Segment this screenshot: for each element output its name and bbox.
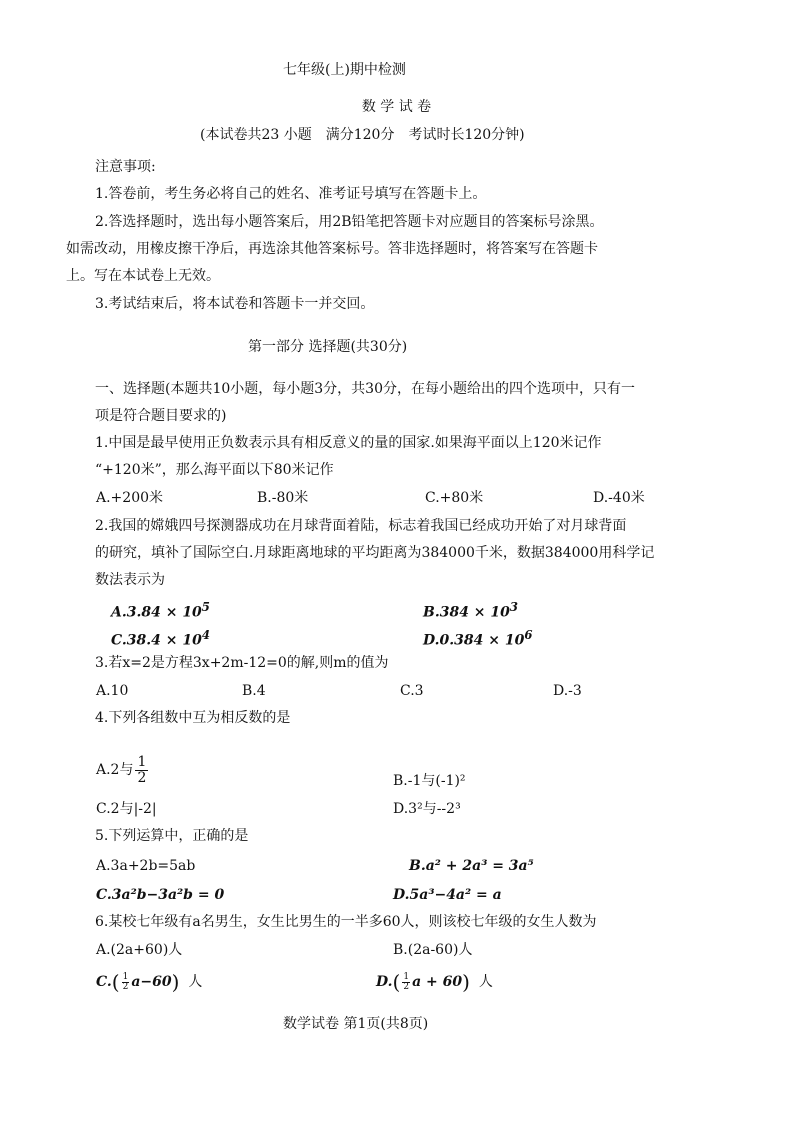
q6-option-c: C.( $\frac{1}{2}$ a−60) 人 (96, 970, 203, 994)
note-item-3: 3.考试结束后，将本试卷和答题卡一并交回。 (95, 296, 375, 312)
q6-option-a: A.(2a+60)人 (96, 942, 183, 958)
page-footer: 数学试卷 第1页(共8页) (283, 1016, 429, 1032)
q2-option-b: $B.384 \times 10^3$ (423, 600, 519, 621)
q5-option-b: B.a² + 2a³ = 3a⁵ (409, 858, 534, 874)
q3-option-b: B.4 (242, 683, 266, 699)
q3-stem: 3.若x=2是方程3x+2m-12=0的解,则m的值为 (95, 655, 389, 671)
q4-option-a: A.2与 $\frac{1}{2}$ (96, 753, 147, 786)
note-item-2-line-1: 2.答选择题时，选出每小题答案后，用2B铅笔把答题卡对应题目的答案标号涂黑。 (95, 214, 604, 230)
q4-option-c: C.2与|-2| (96, 801, 157, 817)
q2-option-c: $C.38.4 \times 10^4$ (111, 628, 210, 649)
part1-title: 第一部分 选择题(共30分) (248, 339, 408, 355)
exam-title: 七年级(上)期中检测 (283, 62, 406, 78)
q6-option-b: B.(2a-60)人 (393, 942, 473, 958)
q3-option-d: D.-3 (553, 683, 582, 699)
q5-option-a: A.3a+2b=5ab (96, 858, 196, 874)
q2-stem-line-1: 2.我国的嫦娥四号探测器成功在月球背面着陆，标志着我国已经成功开始了对月球背面 (95, 518, 627, 534)
note-item-2-line-3: 上。写在本试卷上无效。 (66, 268, 220, 284)
q4-a-fraction: $\frac{1}{2}$ (137, 753, 147, 786)
q2-option-a: $A.3.84 \times 10^5$ (111, 600, 210, 621)
part1-instructions-line-2: 项是符合题目要求的) (95, 408, 227, 424)
q1-stem-line-1: 1.中国是最早使用正负数表示具有相反意义的量的国家.如果海平面以上120米记作 (95, 435, 602, 451)
q3-option-a: A.10 (96, 683, 129, 699)
exam-info: (本试卷共23 小题 满分120分 考试时长120分钟) (200, 127, 525, 143)
notes-heading: 注意事项: (95, 159, 156, 175)
q5-stem: 5.下列运算中，正确的是 (95, 828, 249, 844)
q1-option-a: A.+200米 (96, 490, 164, 506)
q4-option-d: D.3²与--2³ (393, 801, 461, 817)
subject-title: 数 学 试 卷 (361, 99, 432, 115)
q6-d-fraction: $\frac{1}{2}$ (403, 971, 410, 992)
q3-option-c: C.3 (400, 683, 424, 699)
q6-stem: 6.某校七年级有a名男生，女生比男生的一半多60人，则该校七年级的女生人数为 (95, 914, 597, 930)
q2-stem-line-3: 数法表示为 (95, 572, 165, 588)
q1-option-c: C.+80米 (425, 490, 484, 506)
q4-stem: 4.下列各组数中互为相反数的是 (95, 710, 291, 726)
q6-option-d: D.( $\frac{1}{2}$ a + 60) 人 (376, 970, 493, 994)
q2-option-d: $D.0.384 \times 10^6$ (423, 628, 533, 649)
part1-instructions-line-1: 一、选择题(本题共10小题，每小题3分，共30分，在每小题给出的四个选项中，只有一 (95, 381, 635, 397)
q5-option-c: C.3a²b−3a²b = 0 (96, 887, 225, 903)
q4-option-b: B.-1与(-1)² (393, 773, 466, 789)
q1-option-d: D.-40米 (593, 490, 645, 506)
q5-option-d: D.5a³−4a² = a (393, 887, 502, 903)
q2-stem-line-2: 的研究，填补了国际空白.月球距离地球的平均距离为384000千米，数据384000用科学记 (95, 545, 655, 561)
q1-option-b: B.-80米 (257, 490, 309, 506)
note-item-1: 1.答卷前，考生务必将自己的姓名、准考证号填写在答题卡上。 (95, 186, 487, 202)
q6-c-fraction: $\frac{1}{2}$ (122, 971, 129, 992)
note-item-2-line-2: 如需改动，用橡皮擦干净后，再选涂其他答案标号。答非选择题时，将答案写在答题卡 (66, 241, 598, 257)
q1-stem-line-2: “+120米”，那么海平面以下80米记作 (95, 462, 334, 478)
